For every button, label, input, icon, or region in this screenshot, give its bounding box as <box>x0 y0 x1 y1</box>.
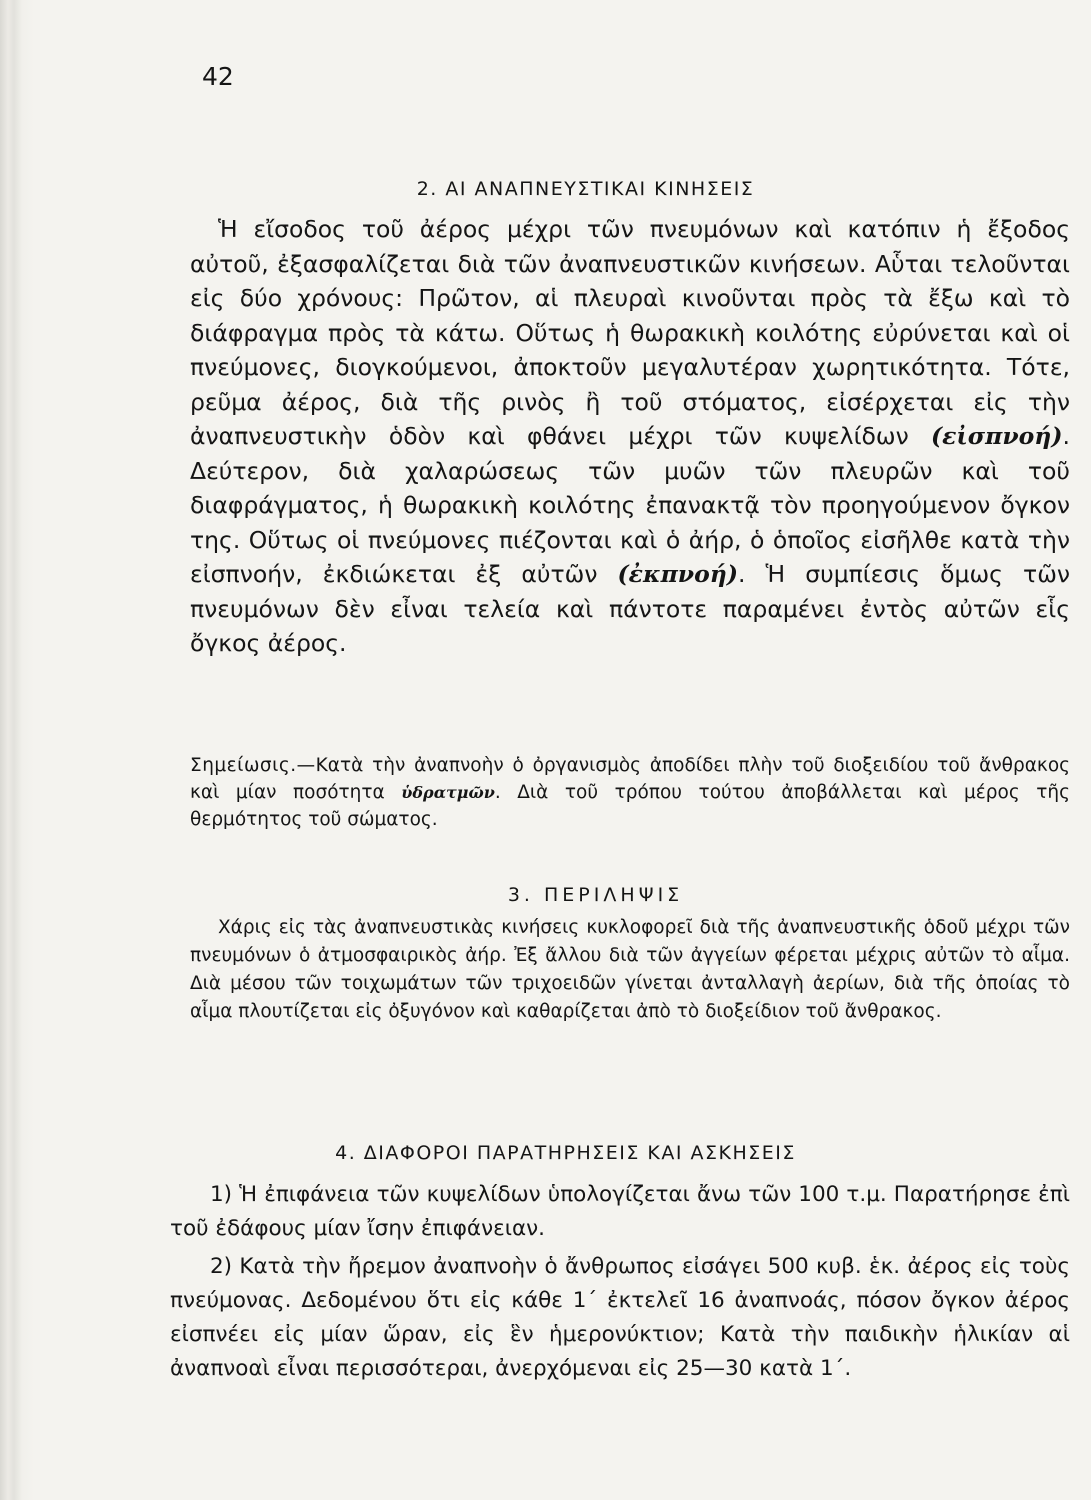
term-exhalation: (ἐκπνοή) <box>617 560 738 588</box>
note-text-part-1: Κατὰ τὴν ἀναπνοὴν ὁ ὀργανισμὸς ἀποδίδει πλὴν τοῦ διοξειδίου τοῦ ἄνθρακος καὶ μίαν ποσότητα <box>190 755 1070 803</box>
page-edge-shadow <box>0 0 34 1500</box>
summary-paragraph: Χάρις εἰς τὰς ἀναπνευστικὰς κινήσεις κυκλοφορεῖ διὰ τῆς ἀναπνευστικῆς ὁδοῦ μέχρι τῶν πνευμόνων ὁ ἀτμοσφαιρικὸς ἀήρ. Ἐξ ἄλλου διὰ τῶν ἀγγείων φέρεται μέχρις αὐτῶν τὸ αἷμα. Διὰ μέσου τῶν τοιχωμάτων τῶν τριχοειδῶν γίνεται ἀνταλλαγὴ ἀερίων, διὰ τῆς ὁποίας τὸ αἷμα πλουτίζεται εἰς ὀξυγόνον καὶ καθαρίζεται ἀπὸ τὸ διοξείδιον τοῦ ἄνθρακος. <box>190 917 1070 1022</box>
exercise-1: 1) Ἡ ἐπιφάνεια τῶν κυψελίδων ὑπολογίζεται ἄνω τῶν 100 τ.μ. Παρατήρησε ἐπὶ τοῦ ἐδάφους μίαν ἴσην ἐπιφάνειαν. <box>170 1182 1070 1241</box>
exercise-2: 2) Κατὰ τὴν ἤρεμον ἀναπνοὴν ὁ ἄνθρωπος εἰσάγει 500 κυβ. ἑκ. ἀέρος εἰς τοὺς πνεύμονας. Δεδομένου ὅτι εἰς κάθε 1΄ ἐκτελεῖ 16 ἀναπνοάς, πόσον ὄγκον ἀέρος εἰσπνέει εἰς μίαν ὥραν, εἰς ἓν ἡμερονύκτιον; Κατὰ τὴν παιδικὴν ἡλικίαν αἱ ἀναπνοαὶ εἶναι περισσότεραι, ἀνερχόμεναι εἰς 25—30 κατὰ 1΄. <box>170 1254 1070 1381</box>
term-inhalation: (εἰσπνοή) <box>931 422 1063 450</box>
note-label: Σημείωσις.— <box>190 755 316 776</box>
section-heading-summary: 3. ΠΕΡΙΛΗΨΙΣ <box>507 884 684 906</box>
main-text-part-2: . Δεύτερον, διὰ χαλαρώσεως τῶν μυῶν τῶν πλευρῶν καὶ τοῦ διαφράγματος, ἡ θωρακικὴ κοιλότης ἐπανακτᾷ τὸν προηγούμενον ὄγκον της. Οὕτως οἱ πνεύμονες πιέζονται καὶ ὁ ἀήρ, ὁ ὁποῖος εἰσῆλθε κατὰ τὴν εἰσπνοήν, ἐκδιώκεται ἐξ αὐτῶν <box>190 422 1070 588</box>
section-heading-exercises: 4. ΔΙΑΦΟΡΟΙ ΠΑΡΑΤΗΡΗΣΕΙΣ ΚΑΙ ΑΣΚΗΣΕΙΣ <box>335 1142 796 1164</box>
main-text-part-3: . Ἡ συμπίεσις ὅμως τῶν πνευμόνων δὲν εἶναι τελεία καὶ πάντοτε παραμένει ἐντὸς αὐτῶν εἷς ὄγκος ἀέρος. <box>190 560 1070 657</box>
page-number: 42 <box>202 62 234 91</box>
note-text-part-2: . Διὰ τοῦ τρόπου τούτου ἀποβάλλεται καὶ μέρος τῆς θερμότητος τοῦ σώματος. <box>190 782 1070 830</box>
main-text-part-1: Ἡ εἴσοδος τοῦ ἀέρος μέχρι τῶν πνευμόνων καὶ κατόπιν ἡ ἔξοδος αὐτοῦ, ἐξασφαλίζεται διὰ τῶν ἀναπνευστικῶν κινήσεων. Αὗται τελοῦνται εἰς δύο χρόνους: Πρῶτον, αἱ πλευραὶ κινοῦνται πρὸς τὰ ἔξω καὶ τὸ διάφραγμα πρὸς τὰ κάτω. Οὕτως ἡ θωρακικὴ κοιλότης εὐρύνεται καὶ οἱ πνεύμονες, διογκούμενοι, ἀποκτοῦν μεγαλυτέραν χωρητικότητα. Τότε, ρεῦμα ἀέρος, διὰ τῆς ρινὸς ἢ τοῦ στόματος, εἰσέρχεται εἰς τὴν ἀναπνευστικὴν ὁδὸν καὶ φθάνει μέχρι τῶν κυψελίδων <box>190 215 1070 450</box>
note-paragraph <box>190 752 1070 833</box>
term-water-vapor: ὑδρατμῶν <box>401 783 495 802</box>
main-paragraph <box>190 212 1070 661</box>
section-heading-breathing-movements: 2. ΑΙ ΑΝΑΠΝΕΥΣΤΙΚΑΙ ΚΙΝΗΣΕΙΣ <box>416 178 755 200</box>
